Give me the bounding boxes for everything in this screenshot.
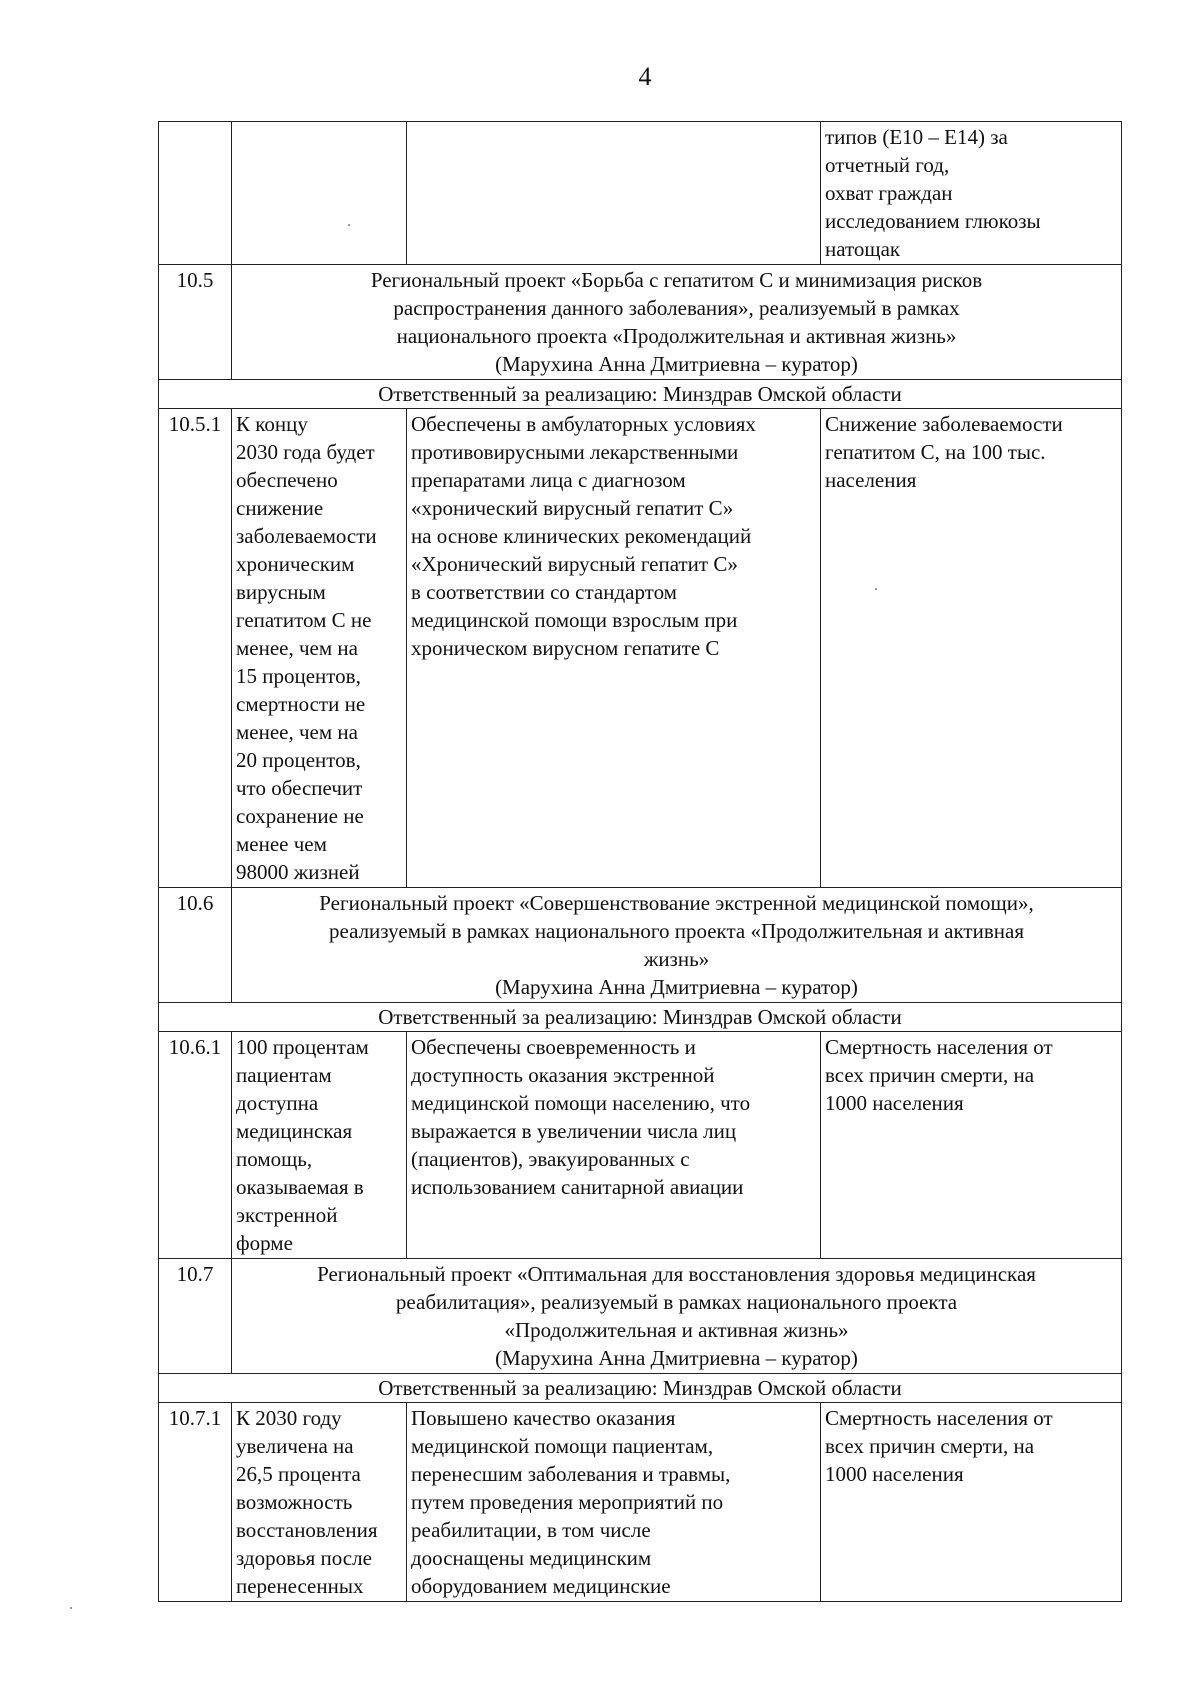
project-title (232, 1259, 1122, 1374)
text-line: заболеваемости (236, 524, 377, 548)
project-number: 10.7 (159, 1259, 232, 1374)
project-number: 10.5 (159, 265, 232, 380)
target-cell (232, 1403, 407, 1602)
measures-table (158, 121, 1122, 1602)
indicator-cell (821, 122, 1122, 265)
text-line: жизнь» (643, 947, 710, 971)
project-title (232, 888, 1122, 1003)
text-line: доступность оказания экстренной (411, 1063, 715, 1087)
text-line: сохранение не (236, 804, 364, 828)
text-line: возможность (236, 1490, 353, 1514)
target-cell (232, 409, 407, 888)
text-line: Обеспечены своевременность и (411, 1035, 696, 1059)
measure-row (159, 409, 1122, 888)
text-line: здоровья после (236, 1546, 372, 1570)
text-line: 2030 года будет (236, 440, 375, 464)
text-line: перенесшим заболевания и травмы, (411, 1462, 731, 1486)
text-line: всех причин смерти, на (825, 1063, 1035, 1087)
text-line: типов (E10 – E14) за (825, 125, 1008, 149)
responsible-text: Ответственный за реализацию: Минздрав Омской области (159, 1003, 1122, 1032)
text-line: форме (236, 1231, 293, 1255)
measure-cell (407, 1032, 821, 1259)
text-line: путем проведения мероприятий по (411, 1490, 724, 1514)
text-line: увеличена на (236, 1434, 354, 1458)
text-line: 98000 жизней (236, 860, 360, 884)
text-line: охват граждан (825, 181, 953, 205)
text-line: медицинской помощи взрослым при (411, 608, 738, 632)
text-line: гепатитом С не (236, 608, 372, 632)
text-line: восстановления (236, 1518, 378, 1542)
text-line: медицинской помощи пациентам, (411, 1434, 714, 1458)
row-number (159, 122, 232, 265)
text-line: снижение (236, 496, 324, 520)
text-line: 1000 населения (825, 1091, 964, 1115)
text-line: «Продолжительная и активная жизнь» (504, 1318, 849, 1342)
text-line: медицинская (236, 1119, 353, 1143)
text-line: населения (825, 468, 917, 492)
text-line: обеспечено (236, 468, 338, 492)
text-line: хроническим (236, 552, 355, 576)
text-line: менее, чем на (236, 720, 358, 744)
text-line: (пациентов), эвакуированных с (411, 1147, 690, 1171)
text-line: в соответствии со стандартом (411, 580, 677, 604)
scan-speck (70, 1607, 72, 1609)
indicator-cell (821, 1032, 1122, 1259)
text-line: «Хронический вирусный гепатит С» (411, 552, 738, 576)
text-line: доступна (236, 1091, 319, 1115)
measure-row (159, 1403, 1122, 1602)
responsible-text: Ответственный за реализацию: Минздрав Омской области (159, 380, 1122, 409)
text-line: Обеспечены в амбулаторных условиях (411, 412, 756, 436)
project-title-row (159, 265, 1122, 380)
responsible-row (159, 380, 1122, 409)
text-line: «хронический вирусный гепатит С» (411, 496, 734, 520)
text-line: национального проекта «Продолжительная и активная жизнь» (396, 324, 957, 348)
text-line: исследованием глюкозы (825, 209, 1041, 233)
text-line: менее чем (236, 832, 327, 856)
text-line: распространения данного заболевания», реализуемый в рамках (393, 296, 960, 320)
text-line: экстренной (236, 1203, 338, 1227)
text-line: вирусным (236, 580, 326, 604)
measure-number: 10.7.1 (159, 1403, 232, 1602)
text-line: перенесенных (236, 1574, 364, 1598)
text-line: Смертность населения от (825, 1406, 1053, 1430)
responsible-row (159, 1374, 1122, 1403)
text-line: дооснащены медицинским (411, 1546, 652, 1570)
text-line: хроническом вирусном гепатите С (411, 636, 720, 660)
text-line: (Марухина Анна Дмитриевна – куратор) (495, 352, 858, 376)
measure-number: 10.5.1 (159, 409, 232, 888)
text-line: реализуемый в рамках национального проекта «Продолжительная и активная (329, 919, 1024, 943)
text-line: реабилитация», реализуемый в рамках национального проекта (395, 1290, 958, 1314)
text-line: реабилитации, в том числе (411, 1518, 651, 1542)
scan-speck (875, 588, 877, 590)
text-line: смертности не (236, 692, 366, 716)
text-line: что обеспечит (236, 776, 363, 800)
text-line: 20 процентов, (236, 748, 361, 772)
text-line: оборудованием медицинские (411, 1574, 671, 1598)
text-line: на основе клинических рекомендаций (411, 524, 752, 548)
text-line: Повышено качество оказания (411, 1406, 676, 1430)
measure-cell (407, 409, 821, 888)
project-title (232, 265, 1122, 380)
text-line: Региональный проект «Борьба с гепатитом С и минимизация рисков (370, 268, 983, 292)
text-line: отчетный год, (825, 153, 950, 177)
text-line: выражается в увеличении числа лиц (411, 1119, 737, 1143)
project-title-row (159, 1259, 1122, 1374)
text-line: всех причин смерти, на (825, 1434, 1035, 1458)
text-line: К 2030 году (236, 1406, 342, 1430)
text-line: Региональный проект «Совершенствование экстренной медицинской помощи», (319, 891, 1034, 915)
measure-cell (407, 122, 821, 265)
project-number: 10.6 (159, 888, 232, 1003)
text-line: 15 процентов, (236, 664, 361, 688)
text-line: менее, чем на (236, 636, 358, 660)
text-line: пациентам (236, 1063, 332, 1087)
measure-row (159, 1032, 1122, 1259)
text-line: К концу (236, 412, 308, 436)
text-line: гепатитом С, на 100 тыс. (825, 440, 1046, 464)
text-line: 100 процентам (236, 1035, 369, 1059)
text-line: натощак (825, 237, 901, 261)
continuation-row (159, 122, 1122, 265)
text-line: использованием санитарной авиации (411, 1175, 744, 1199)
page-number: 4 (638, 62, 652, 91)
measure-number: 10.6.1 (159, 1032, 232, 1259)
text-line: 26,5 процента (236, 1462, 361, 1486)
responsible-row (159, 1003, 1122, 1032)
text-line: (Марухина Анна Дмитриевна – куратор) (495, 975, 858, 999)
text-line: противовирусными лекарственными (411, 440, 739, 464)
text-line: (Марухина Анна Дмитриевна – куратор) (495, 1346, 858, 1370)
text-line: помощь, (236, 1147, 313, 1171)
target-cell (232, 122, 407, 265)
scan-speck (348, 224, 350, 226)
text-line: Региональный проект «Оптимальная для восстановления здоровья медицинская (317, 1262, 1036, 1286)
indicator-cell (821, 1403, 1122, 1602)
measure-cell (407, 1403, 821, 1602)
responsible-text: Ответственный за реализацию: Минздрав Омской области (159, 1374, 1122, 1403)
text-line: 1000 населения (825, 1462, 964, 1486)
text-line: медицинской помощи населению, что (411, 1091, 751, 1115)
text-line: препаратами лица с диагнозом (411, 468, 686, 492)
target-cell (232, 1032, 407, 1259)
project-title-row (159, 888, 1122, 1003)
text-line: Смертность населения от (825, 1035, 1053, 1059)
text-line: оказываемая в (236, 1175, 364, 1199)
indicator-cell (821, 409, 1122, 888)
text-line: Снижение заболеваемости (825, 412, 1063, 436)
